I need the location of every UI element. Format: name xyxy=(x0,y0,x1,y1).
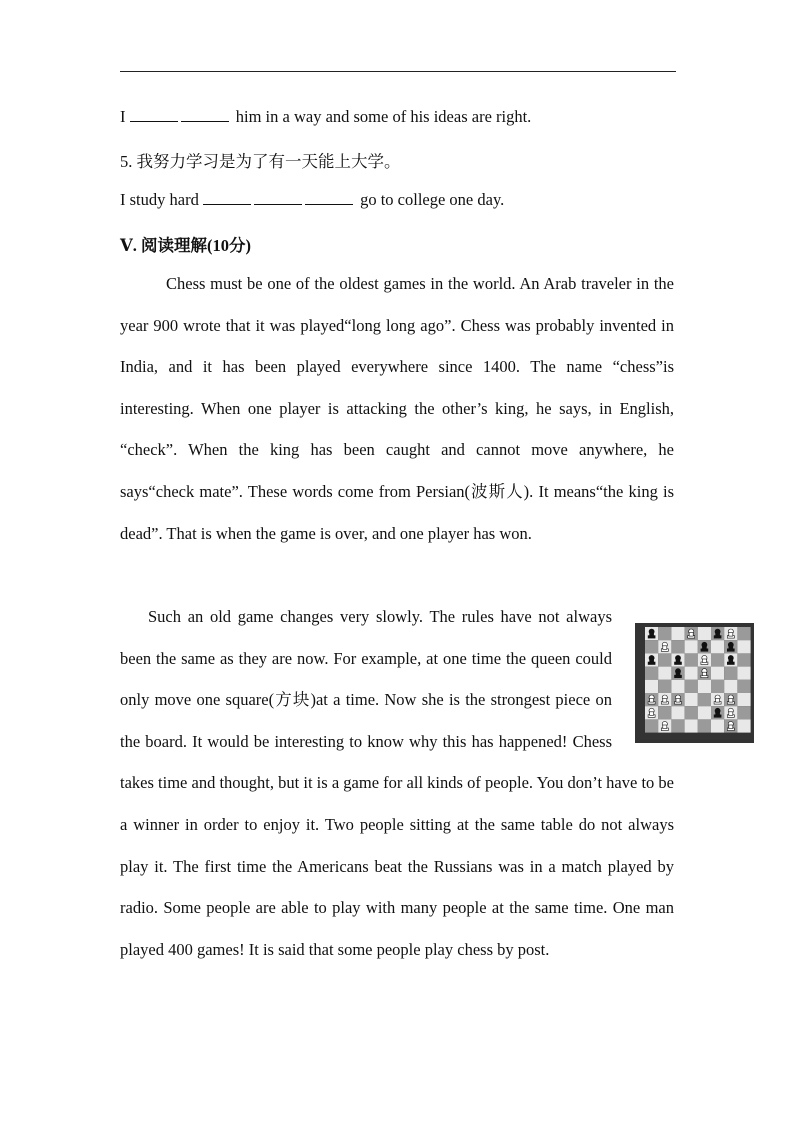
reading-paragraph-2 xyxy=(120,596,674,970)
board-square xyxy=(645,719,658,732)
board-square xyxy=(671,719,684,732)
section-heading: Ⅴ. 阅读理解(10分) xyxy=(120,236,252,255)
line1-pre: I xyxy=(120,107,126,126)
board-square xyxy=(671,627,684,640)
board-square xyxy=(658,653,671,666)
blank-3[interactable] xyxy=(203,190,251,205)
board-square xyxy=(737,719,750,732)
board-square xyxy=(711,640,724,653)
board-square xyxy=(685,719,698,732)
board-square xyxy=(737,627,750,640)
paragraph-2-text: Such an old game changes very slowly. The rules have not always been the same as they are now. For example, at one time the queen could only move one square(方块)at a time. Now she is the strongest piece on the board. It would be interesting to know why this has happened! Chess takes time and thought, but it is a game for all kinds of people. You don’t have to be a winner in order to enjoy it. Two people sitting at the same table do not always play it. The first time the Americans beat the Russians was in a match played by radio. Some people are able to play with many people at the same time. One man played 400 games! It is said that some people play chess by post. xyxy=(120,596,674,970)
board-square xyxy=(711,680,724,693)
board-square xyxy=(698,693,711,706)
board-square xyxy=(685,653,698,666)
board-square xyxy=(685,693,698,706)
exercise-item-5: 5. 我努力学习是为了有一天能上大学。 xyxy=(120,152,401,171)
board-square xyxy=(698,627,711,640)
line2-pre: I study hard xyxy=(120,190,199,209)
blank-5[interactable] xyxy=(305,190,353,205)
board-square xyxy=(737,653,750,666)
board-square xyxy=(658,627,671,640)
board-square xyxy=(645,667,658,680)
board-square xyxy=(711,653,724,666)
line2-post: go to college one day. xyxy=(360,190,505,209)
board-square xyxy=(685,667,698,680)
blank-2[interactable] xyxy=(181,107,229,122)
board-square xyxy=(685,640,698,653)
board-square xyxy=(698,680,711,693)
board-square xyxy=(685,706,698,719)
paragraph-1-text: Chess must be one of the oldest games in the world. An Arab traveler in the year 900 wrote that it was played“long long ago”. Chess was probably invented in India, and it has been played everywhere since 1400. The name “chess”is interesting. When one player is attacking the other’s king, he says, in English, “check”. When the king has been caught and cannot move anywhere, he says“check mate”. These words come from Persian(波斯人). It means“the king is dead”. That is when the game is over, and one player has won. xyxy=(120,274,674,543)
board-square xyxy=(658,706,671,719)
board-square xyxy=(737,667,750,680)
board-square xyxy=(645,640,658,653)
header-rule xyxy=(120,71,676,72)
chessboard-icon xyxy=(635,623,754,743)
board-square xyxy=(724,680,737,693)
board-square xyxy=(698,719,711,732)
board-square xyxy=(737,680,750,693)
board-square xyxy=(658,680,671,693)
board-square xyxy=(711,719,724,732)
board-square xyxy=(645,680,658,693)
blank-1[interactable] xyxy=(130,107,178,122)
board-square xyxy=(737,640,750,653)
board-square xyxy=(671,680,684,693)
board-square xyxy=(737,693,750,706)
reading-paragraph-1 xyxy=(120,263,674,554)
line1-post: him in a way and some of his ideas are right. xyxy=(235,107,532,126)
board-square xyxy=(698,706,711,719)
exercise-line-1 xyxy=(120,107,531,127)
board-square xyxy=(658,667,671,680)
board-square xyxy=(671,640,684,653)
board-square xyxy=(685,680,698,693)
board-square xyxy=(671,706,684,719)
chessboard-svg xyxy=(635,623,754,743)
exercise-line-2 xyxy=(120,190,504,210)
board-square xyxy=(711,667,724,680)
board-square xyxy=(724,667,737,680)
blank-4[interactable] xyxy=(254,190,302,205)
board-square xyxy=(737,706,750,719)
